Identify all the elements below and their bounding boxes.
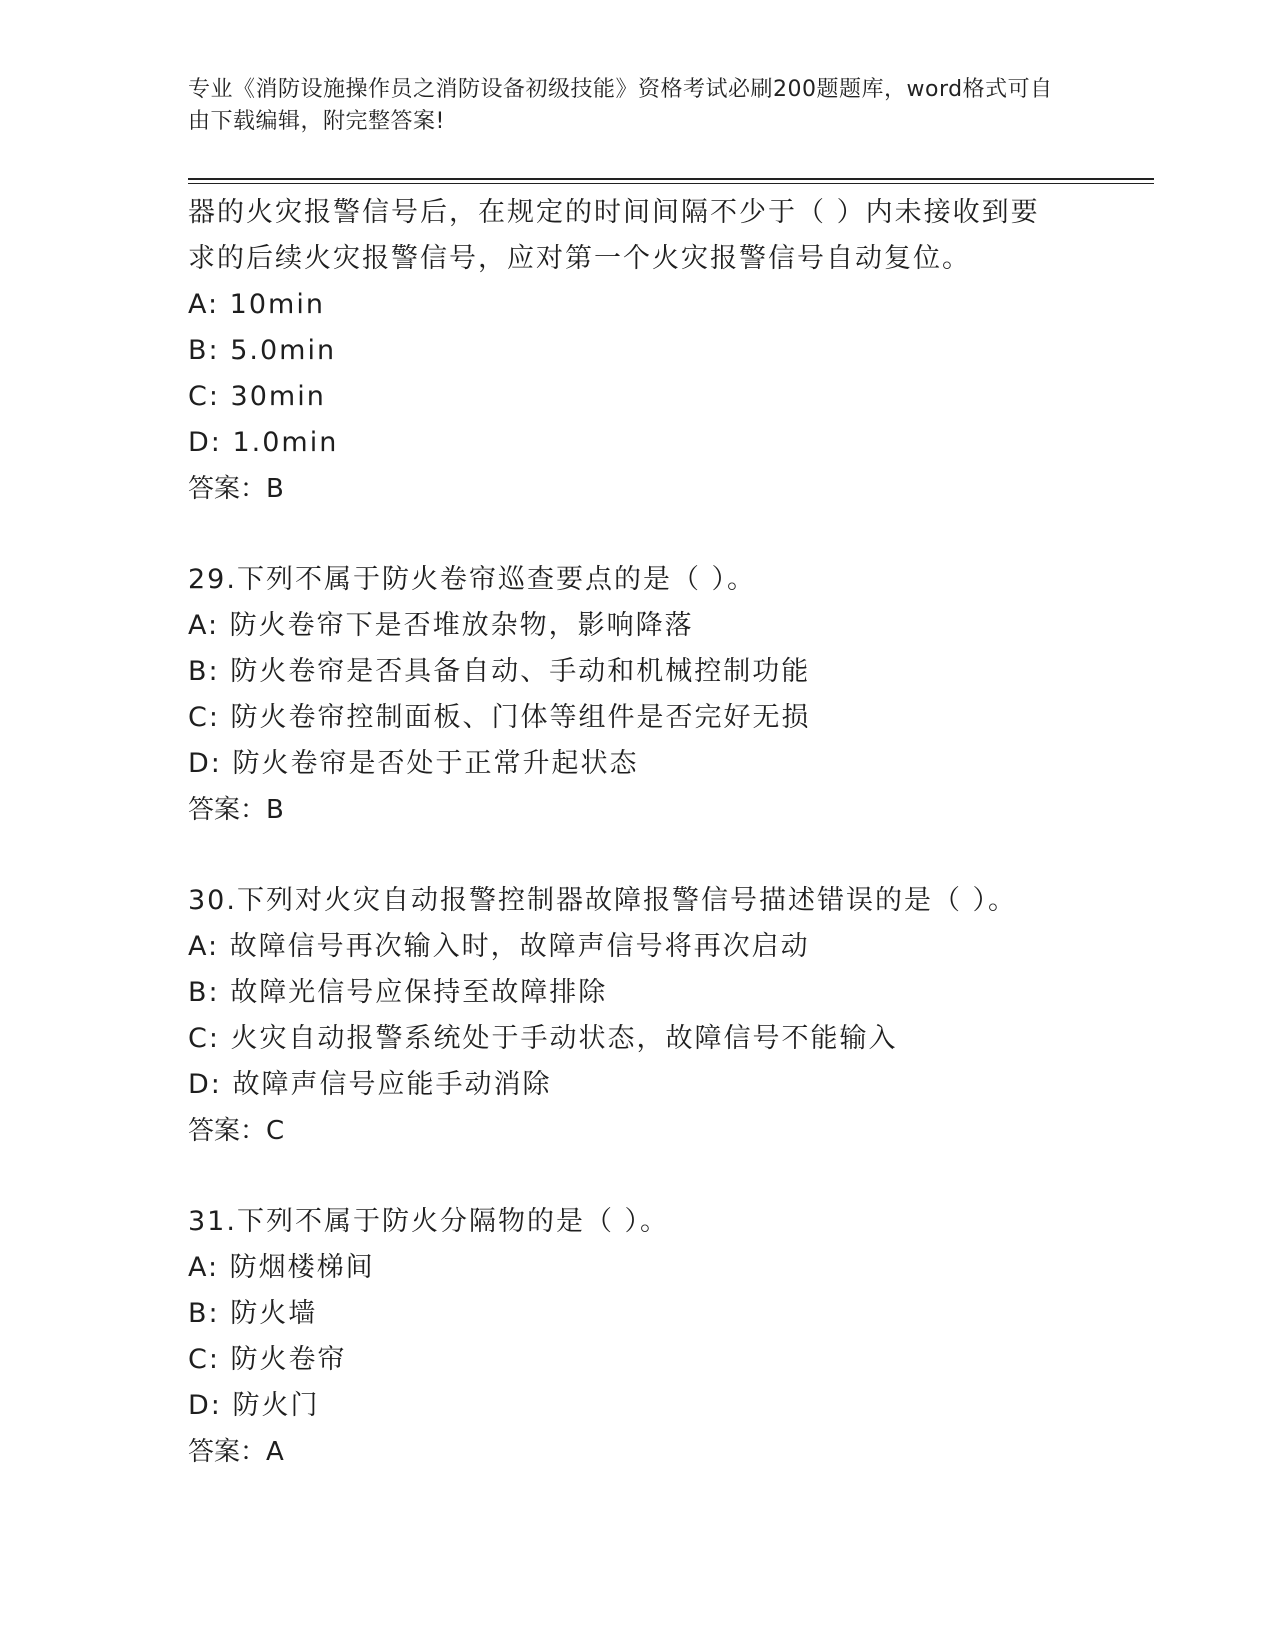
question-stem: 30.下列对火灾自动报警控制器故障报警信号描述错误的是（ ）。 [188,885,1018,916]
question-30 [188,878,1088,1154]
answer-line: 答案：B [188,474,284,504]
document-header: 专业《消防设施操作员之消防设备初级技能》资格考试必刷200题题库，word格式可自由下载编辑，附完整答案! [188,77,1053,134]
question-stem: 31.下列不属于防火分隔物的是（ ）。 [188,1206,670,1237]
question-spacer [188,833,1088,878]
option-b: B: 5.0min [188,335,337,366]
option-d: D: 1.0min [188,427,339,458]
option-a: A: 10min [188,289,325,320]
option-c: C: 防火卷帘控制面板、门体等组件是否完好无损 [188,702,811,733]
question-stem-line: 求的后续火灾报警信号，应对第一个火灾报警信号自动复位。 [188,243,971,274]
option-c: C: 30min [188,381,326,412]
answer-line: 答案：C [188,1116,285,1146]
option-c: C: 火灾自动报警系统处于手动状态，故障信号不能输入 [188,1023,898,1054]
header-rule [188,178,1154,180]
document-body [188,190,1088,1475]
answer-line: 答案：B [188,795,284,825]
option-d: D: 故障声信号应能手动消除 [188,1069,552,1100]
option-b: B: 防火墙 [188,1298,318,1329]
option-b: B: 故障光信号应保持至故障排除 [188,977,608,1008]
option-a: A: 故障信号再次输入时，故障声信号将再次启动 [188,931,810,962]
option-a: A: 防烟楼梯间 [188,1252,375,1283]
question-31 [188,1199,1088,1475]
option-c: C: 防火卷帘 [188,1344,347,1375]
answer-line: 答案：A [188,1437,284,1467]
option-a: A: 防火卷帘下是否堆放杂物，影响降落 [188,610,694,641]
question-continuation [188,190,1088,512]
question-stem: 29.下列不属于防火卷帘巡查要点的是（ ）。 [188,564,757,595]
question-29 [188,557,1088,833]
question-spacer [188,1154,1088,1199]
option-b: B: 防火卷帘是否具备自动、手动和机械控制功能 [188,656,811,687]
header-rule-thin [188,183,1154,184]
option-d: D: 防火门 [188,1390,320,1421]
question-stem-line: 器的火灾报警信号后，在规定的时间间隔不少于（ ）内未接收到要 [188,197,1040,228]
option-d: D: 防火卷帘是否处于正常升起状态 [188,748,639,779]
question-spacer [188,512,1088,557]
